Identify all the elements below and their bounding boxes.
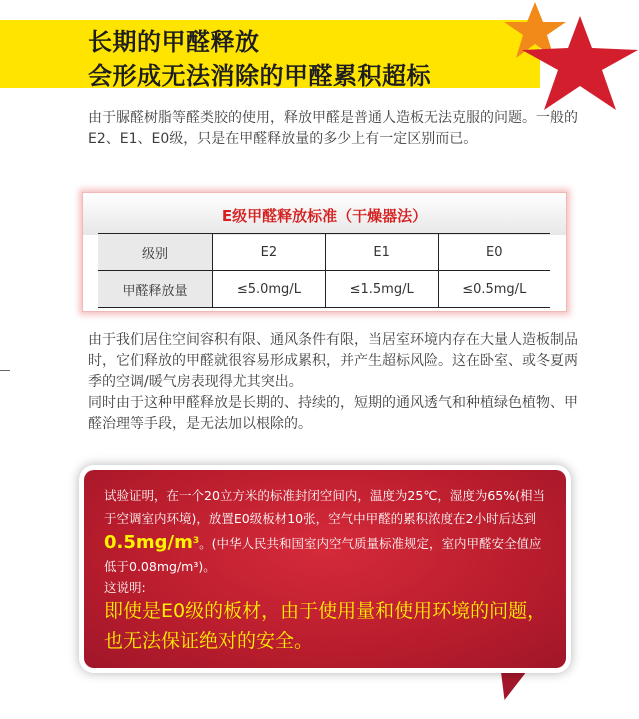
callout-text-before: 试验证明，在一个20立方米的标准封闭空间内，温度为25℃，湿度为65%(相当于空调室内环境)，放置E0级板材10张，空气中甲醛的累积浓度在2小时后达到: [104, 488, 546, 526]
table-cell: 级别: [98, 234, 213, 271]
header-title-line1: 长期的甲醛释放: [88, 28, 260, 56]
table-cell: E2: [213, 234, 326, 271]
standard-table: [98, 233, 550, 308]
concentration-highlight: 0.5mg/m: [104, 532, 193, 554]
callout-text-after: 。(中华人民共和国室内空气质量标准规定，室内甲醛安全值应低于0.08mg/m³)。: [104, 536, 542, 575]
header-title-line2: 会形成无法消除的甲醛累积超标: [88, 62, 431, 90]
table-cell: E1: [325, 234, 438, 271]
standard-table-box: [82, 192, 567, 312]
concentration-superscript: 3: [192, 536, 200, 546]
table-cell: ≤1.5mg/L: [325, 271, 438, 308]
intro-paragraph: 由于脲醛树脂等醛类胶的使用，释放甲醛是普通人造板无法克服的问题。一般的E2、E1、E0级，只是在甲醛释放量的多少上有一定区别而已。: [88, 110, 578, 147]
callout-label: 这说明:: [104, 580, 146, 595]
body-paragraph-1: 由于我们居住空间容积有限、通风条件有限，当居室环境内存在大量人造板制品时，它们释放的甲醛就很容易形成累积，并产生超标风险。这在卧室、或冬夏两季的空调/暖气房表现得尤其突出。: [88, 332, 578, 390]
standard-table-title: E级甲醛释放标准（干燥器法）: [221, 207, 428, 225]
table-cell: ≤0.5mg/L: [438, 271, 550, 308]
table-row: [98, 234, 550, 271]
table-row: [98, 271, 550, 308]
callout-text: [104, 484, 550, 578]
table-cell: ≤5.0mg/L: [213, 271, 326, 308]
header-banner: [0, 20, 540, 88]
callout-box: [84, 470, 566, 668]
table-cell: E0: [438, 234, 550, 271]
body-text: [88, 330, 580, 435]
red-star-icon: [510, 12, 639, 112]
body-paragraph-2: 同时由于这种甲醛释放是长期的、持续的，短期的通风透气和种植绿色植物、甲醛治理等手段，是无法加以根除的。: [88, 395, 578, 432]
divider: [0, 370, 10, 371]
callout-conclusion: 即使是E0级的板材，由于使用量和使用环境的问题，也无法保证绝对的安全。: [104, 600, 547, 652]
table-cell: 甲醛释放量: [98, 271, 213, 308]
